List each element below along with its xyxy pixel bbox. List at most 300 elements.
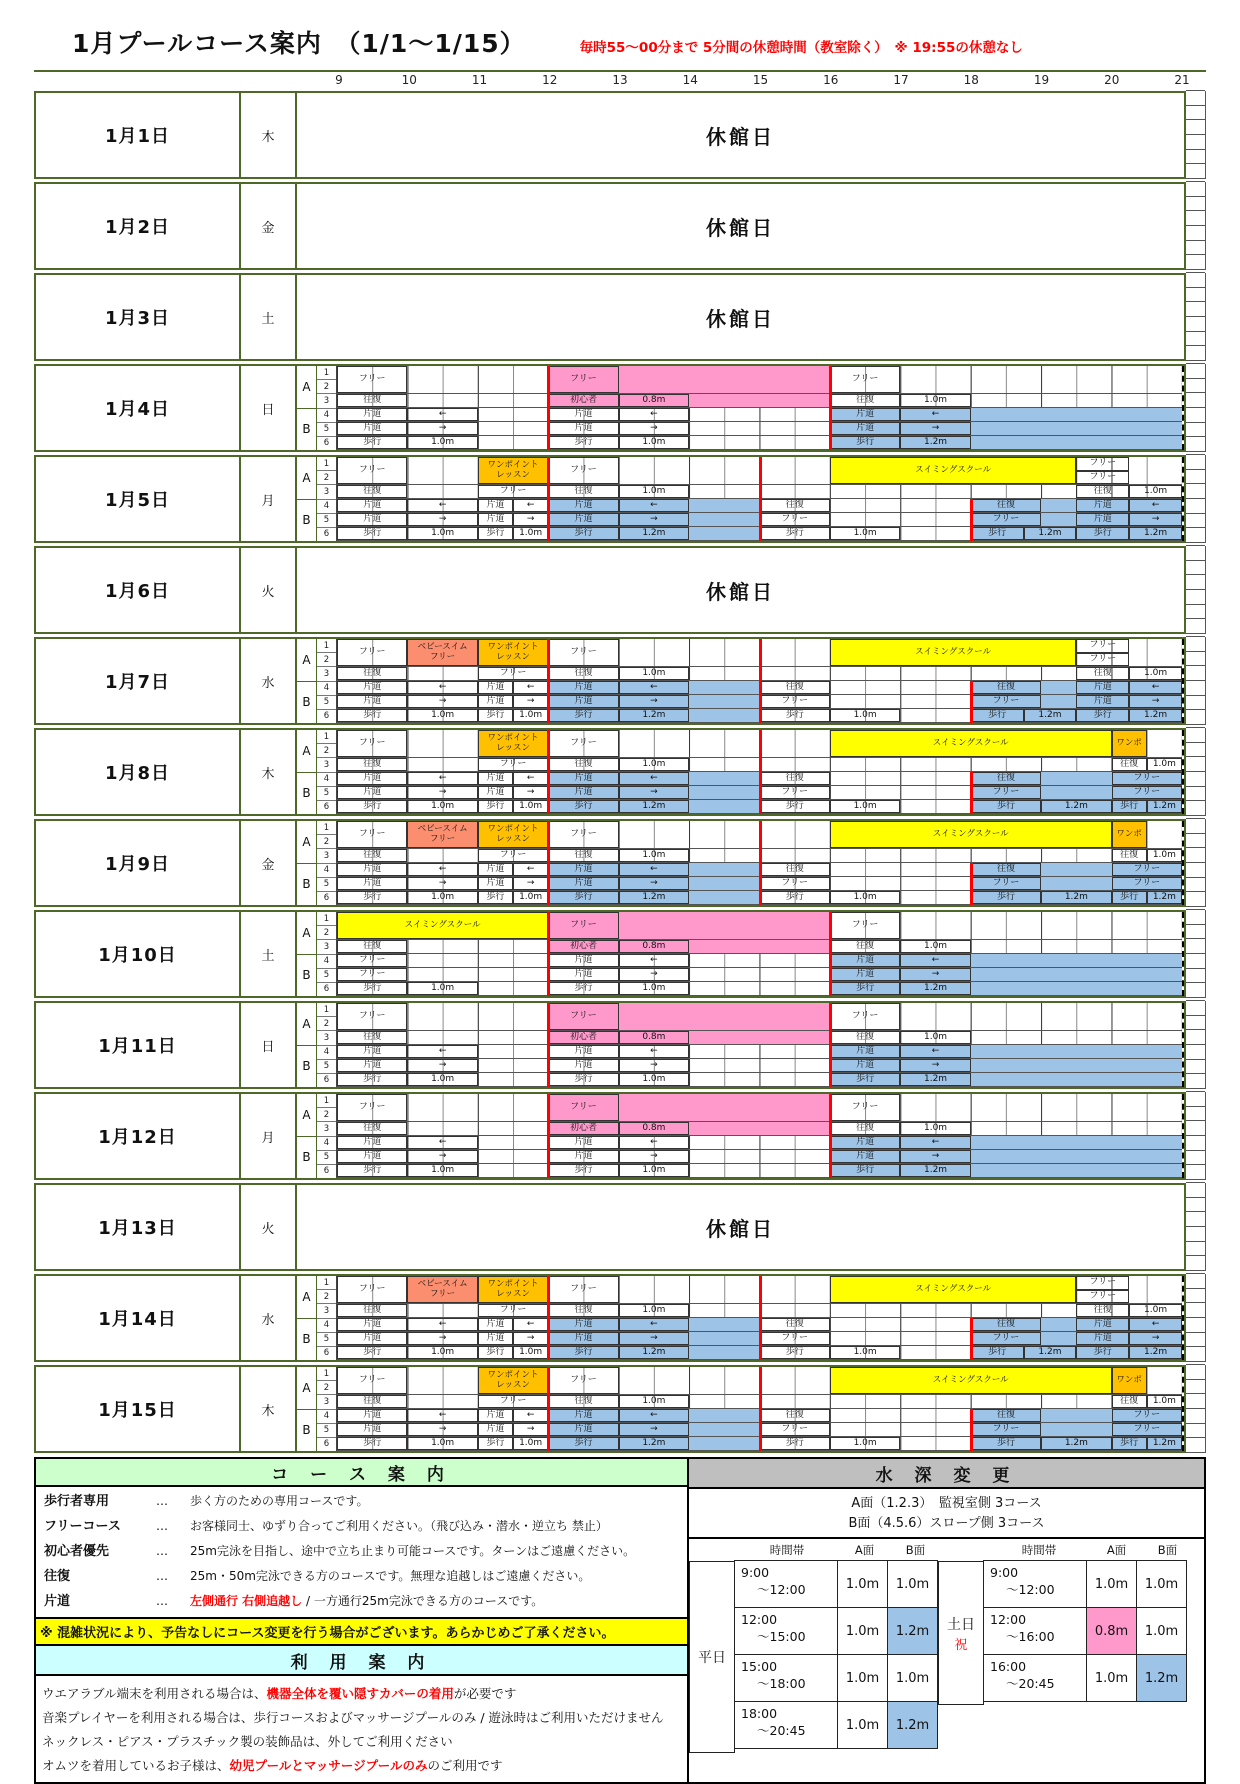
- course-label: 往復: [830, 1122, 900, 1135]
- schedule-grid: [337, 1367, 1184, 1451]
- course-label: 片道: [337, 513, 407, 526]
- after-hours-col: [1186, 364, 1206, 452]
- course-term: フリーコース: [44, 1519, 121, 1534]
- lane-group-b: B: [302, 786, 311, 801]
- after-hours-cell: [1186, 771, 1205, 787]
- course-label: フリー: [971, 786, 1041, 799]
- course-label: →: [513, 1332, 548, 1345]
- course-block-label: レッスン: [496, 469, 530, 480]
- course-block-label: レッスン: [496, 1379, 530, 1390]
- course-label: 歩行: [830, 1073, 900, 1086]
- course-block: [478, 1276, 548, 1303]
- course-label: フリー: [337, 1003, 407, 1030]
- course-label: フリー: [478, 1304, 548, 1317]
- lane-number: 1: [317, 912, 336, 926]
- course-label: 歩行: [478, 891, 513, 904]
- course-label: →: [407, 422, 477, 435]
- after-hours-cell: [1186, 651, 1205, 667]
- time-divider: [970, 1409, 973, 1451]
- course-label: 歩行: [1112, 800, 1147, 813]
- course-label: フリー: [830, 1003, 900, 1030]
- course-desc-seg: 左側通行 右側追越し: [190, 1594, 303, 1608]
- depth-b-value: 1.0m: [1136, 1607, 1187, 1655]
- after-hours-cell: [1186, 1364, 1205, 1380]
- time-label-16: 16: [823, 73, 839, 87]
- course-label: 片道: [830, 408, 900, 421]
- course-label: →: [619, 1059, 689, 1072]
- course-label: ←: [407, 408, 477, 421]
- usage-seg: オムツを着用しているお子様は、: [42, 1758, 230, 1773]
- day-date-cell: 1月5日: [36, 457, 241, 541]
- course-label: 往復: [548, 1395, 618, 1408]
- lane-group-a: A: [297, 457, 316, 500]
- course-label: 片道: [478, 681, 513, 694]
- course-label: 歩行: [971, 1437, 1041, 1450]
- day-dow-cell: 月: [241, 1094, 297, 1178]
- course-label: 往復: [337, 667, 407, 680]
- depth-subtitle-a: A面（1.2.3） 監視室側 3コース: [851, 1496, 1042, 1511]
- course-label: 歩行: [1112, 1437, 1147, 1450]
- after-hours-cell: [1186, 968, 1205, 984]
- time-label-10: 10: [401, 73, 417, 87]
- course-desc-seg: / 一方通行25m完泳できる方のコースです。: [302, 1594, 544, 1608]
- day-band-box: [34, 1274, 1186, 1362]
- course-label: 歩行: [337, 982, 407, 995]
- course-label: 1.0m: [619, 1395, 689, 1408]
- time-divider: [759, 639, 762, 723]
- course-label: 片道: [1076, 681, 1129, 694]
- depth-day-label: [689, 1561, 735, 1753]
- course-label: ←: [407, 681, 477, 694]
- course-label: フリー: [548, 1094, 618, 1121]
- course-label: 歩行: [548, 1164, 618, 1177]
- time-label-17: 17: [893, 73, 909, 87]
- course-label: フリー: [337, 639, 407, 666]
- after-hours-cell: [1186, 862, 1205, 878]
- course-label: 1.2m: [1024, 1346, 1077, 1359]
- course-block-label: ワンポイント: [487, 1279, 539, 1290]
- lane-number: 5: [317, 423, 336, 437]
- course-label: ←: [619, 954, 689, 967]
- time-divider: [547, 821, 550, 905]
- course-label: 片道: [1076, 499, 1129, 512]
- course-label: 1.0m: [407, 800, 477, 813]
- course-label: 歩行: [548, 1437, 618, 1450]
- day-dow-cell: 水: [241, 639, 297, 723]
- course-block: [830, 1276, 1076, 1303]
- course-label: 片道: [830, 1136, 900, 1149]
- course-label: →: [900, 1059, 970, 1072]
- day-dow-cell: 金: [241, 184, 297, 268]
- after-hours-col: [1186, 728, 1206, 816]
- time-divider: [970, 681, 973, 723]
- course-label: 1.0m: [830, 1437, 900, 1450]
- course-dots: …: [156, 1594, 168, 1608]
- course-label: ←: [407, 1409, 477, 1422]
- lane-group-b: B: [302, 695, 311, 710]
- lane-number: 5: [317, 969, 336, 983]
- course-label: ←: [513, 772, 548, 785]
- course-label: フリー: [337, 821, 407, 848]
- depth-row: [735, 1655, 938, 1702]
- time-divider: [829, 1003, 832, 1087]
- course-label: 片道: [548, 877, 618, 890]
- after-hours-col: [1186, 1183, 1206, 1271]
- lane-group-col: [297, 457, 317, 541]
- course-label: 往復: [337, 940, 407, 953]
- time-divider: [829, 1094, 832, 1178]
- course-block-label: スイミングスクール: [932, 737, 1009, 748]
- course-label: 歩行: [830, 1164, 900, 1177]
- course-label: フリー: [760, 1423, 830, 1436]
- lane-group-a: A: [297, 821, 316, 864]
- after-hours-cell: [1186, 1135, 1205, 1151]
- course-label: フリー: [760, 786, 830, 799]
- course-label: 往復: [760, 1318, 830, 1331]
- time-label-14: 14: [682, 73, 698, 87]
- lane-group-col: [297, 1003, 317, 1087]
- course-desc: [190, 1517, 679, 1534]
- after-hours-cell: [1186, 436, 1205, 452]
- course-label: 片道: [478, 1332, 513, 1345]
- time-divider: [829, 366, 832, 450]
- course-label: 1.2m: [1147, 891, 1182, 904]
- lane-number: 3: [317, 485, 336, 499]
- time-label-13: 13: [612, 73, 628, 87]
- depth-group: [938, 1561, 1187, 1776]
- day-band: [34, 728, 1206, 816]
- after-hours-cell: [1186, 1073, 1205, 1089]
- after-hours-cell: [1186, 225, 1205, 241]
- course-label: 歩行: [1076, 709, 1129, 722]
- course-label: 往復: [830, 1031, 900, 1044]
- course-label: ←: [900, 1045, 970, 1058]
- course-label: 歩行: [760, 527, 830, 540]
- course-label: 歩行: [548, 800, 618, 813]
- course-label: 歩行: [337, 709, 407, 722]
- lane-number: 4: [317, 773, 336, 787]
- lane-b6: [337, 436, 1182, 450]
- course-label: 往復: [1112, 1395, 1147, 1408]
- course-block-label: スイミングスクール: [404, 919, 481, 930]
- lane-number: 2: [317, 1381, 336, 1395]
- depth-a-value: 1.0m: [837, 1560, 888, 1608]
- lane-number: 2: [317, 471, 336, 485]
- after-hours-col: [1186, 546, 1206, 634]
- course-label: 歩行: [337, 1437, 407, 1450]
- course-label: 歩行: [478, 527, 513, 540]
- course-label: 片道: [478, 786, 513, 799]
- course-label: 歩行: [760, 709, 830, 722]
- after-hours-cell: [1186, 407, 1205, 423]
- course-label: ←: [513, 1318, 548, 1331]
- course-label: フリー: [478, 667, 548, 680]
- course-label: 片道: [548, 1409, 618, 1422]
- day-dow-cell: 火: [241, 548, 297, 632]
- course-label: →: [1129, 695, 1182, 708]
- course-label: 片道: [548, 863, 618, 876]
- day-dow-cell: 土: [241, 275, 297, 359]
- time-divider: [547, 1367, 550, 1451]
- after-hours-cell: [1186, 527, 1205, 543]
- lane-number: 4: [317, 1319, 336, 1333]
- course-label: フリー: [548, 1367, 618, 1394]
- course-block: [830, 457, 1076, 484]
- course-label: 往復: [760, 863, 830, 876]
- course-label: フリー: [548, 639, 618, 666]
- course-term: 初心者優先: [44, 1544, 110, 1559]
- course-label: ←: [619, 499, 689, 512]
- course-label: フリー: [1076, 1290, 1129, 1304]
- after-hours-cell: [1186, 240, 1205, 256]
- course-label: フリー: [1112, 786, 1182, 799]
- day-band: [34, 819, 1206, 907]
- after-hours-cell: [1186, 709, 1205, 725]
- course-label: 往復: [1076, 485, 1129, 498]
- after-hours-cell: [1186, 163, 1205, 179]
- lane-number-col: [317, 1367, 337, 1451]
- course-label: →: [900, 422, 970, 435]
- time-divider: [759, 821, 762, 905]
- course-label: 往復: [1076, 1304, 1129, 1317]
- day-band-box: [34, 1001, 1186, 1089]
- lane-group-b: B: [302, 422, 311, 437]
- course-label: 片道: [337, 681, 407, 694]
- depth-time-line2: ～15:00: [757, 1629, 806, 1644]
- course-label: 1.0m: [513, 891, 548, 904]
- schedule-grid: [337, 912, 1184, 996]
- day-band: [34, 1365, 1206, 1453]
- course-block-label: レッスン: [496, 833, 530, 844]
- course-label: 初心者: [548, 394, 618, 407]
- lane-group-col: [297, 912, 317, 996]
- after-hours-cell: [1186, 953, 1205, 969]
- course-block-label: スイミングスクール: [932, 828, 1009, 839]
- course-label: 1.0m: [407, 982, 477, 995]
- course-label: 1.2m: [900, 1164, 970, 1177]
- course-label: 片道: [337, 408, 407, 421]
- course-label: 片道: [830, 1059, 900, 1072]
- course-label: 1.2m: [619, 1437, 689, 1450]
- after-hours-cell: [1186, 727, 1205, 743]
- course-label: 片道: [478, 499, 513, 512]
- course-label: 片道: [478, 863, 513, 876]
- course-dots: …: [156, 1569, 168, 1583]
- course-block: [407, 1276, 477, 1303]
- course-label: 片道: [337, 877, 407, 890]
- lane-number: 1: [317, 1094, 336, 1108]
- course-label: 1.0m: [619, 1073, 689, 1086]
- lane-number: 2: [317, 835, 336, 849]
- course-label: →: [619, 422, 689, 435]
- course-label: 1.2m: [619, 800, 689, 813]
- course-label: 片道: [830, 422, 900, 435]
- after-hours-cell: [1186, 1044, 1205, 1060]
- course-block-label: ワンポイント: [487, 460, 539, 471]
- time-divider: [759, 1276, 762, 1360]
- course-label: 1.0m: [1129, 485, 1182, 498]
- depth-time-cell: [983, 1607, 1087, 1655]
- course-label: →: [1129, 1332, 1182, 1345]
- course-label: フリー: [548, 821, 618, 848]
- course-label: フリー: [1076, 639, 1129, 653]
- course-label: 1.0m: [513, 1437, 548, 1450]
- after-hours-cell: [1186, 363, 1205, 379]
- course-block-label: ワンポイント: [487, 1370, 539, 1381]
- day-band: [34, 364, 1206, 452]
- course-label: 往復: [337, 1304, 407, 1317]
- course-label: フリー: [971, 1332, 1041, 1345]
- day-date-cell: 1月9日: [36, 821, 241, 905]
- course-label: 歩行: [548, 709, 618, 722]
- break-time-note: 毎時55～00分まで 5分間の休憩時間（教室除く） ※ 19:55の休憩なし: [579, 40, 1023, 56]
- course-label: 片道: [830, 968, 900, 981]
- day-band-box: [34, 364, 1186, 452]
- course-term: 歩行者専用: [44, 1494, 110, 1509]
- course-block: [337, 912, 548, 939]
- depth-header-a: A面: [854, 1543, 875, 1557]
- course-label: フリー: [760, 695, 830, 708]
- after-hours-cell: [1186, 1423, 1205, 1439]
- course-label: 片道: [478, 1409, 513, 1422]
- course-label: 1.0m: [407, 1073, 477, 1086]
- course-guide-item: [36, 1590, 687, 1615]
- course-block-label: スイミングスクール: [915, 1283, 992, 1294]
- course-guide-item: [36, 1540, 687, 1565]
- course-label: 往復: [971, 772, 1041, 785]
- time-divider: [759, 457, 762, 541]
- course-block-label: ワンポ: [1116, 1374, 1142, 1385]
- day-date-cell: 1月3日: [36, 275, 241, 359]
- course-label: →: [513, 877, 548, 890]
- depth-subtitle-b: B面（4.5.6）スロープ側 3コース: [848, 1515, 1045, 1531]
- lane-group-a: A: [297, 1003, 316, 1046]
- lane-number: 3: [317, 758, 336, 772]
- course-label: →: [619, 786, 689, 799]
- course-label: フリー: [337, 954, 407, 967]
- after-hours-cell: [1186, 618, 1205, 634]
- depth-time-line1: 18:00: [741, 1706, 778, 1721]
- usage-seg: 音楽プレイヤーを利用される場合は、歩行コースおよびマッサージプールのみ / 遊泳時はご利用いただけません: [42, 1710, 664, 1725]
- course-label: フリー: [971, 1423, 1041, 1436]
- course-label: 歩行: [478, 709, 513, 722]
- after-hours-cell: [1186, 1408, 1205, 1424]
- after-hours-cell: [1186, 1029, 1205, 1045]
- course-label: 往復: [1076, 667, 1129, 680]
- course-label: 片道: [337, 1059, 407, 1072]
- time-axis: [335, 72, 1190, 88]
- day-band: [34, 455, 1206, 543]
- day-date-cell: 1月2日: [36, 184, 241, 268]
- lane-group-col: [297, 1276, 317, 1360]
- course-label: フリー: [337, 730, 407, 757]
- course-label: 片道: [478, 772, 513, 785]
- after-hours-cell: [1186, 847, 1205, 863]
- course-label: 1.0m: [830, 800, 900, 813]
- lane-number-col: [317, 366, 337, 450]
- day-band: [34, 637, 1206, 725]
- course-label: 片道: [548, 695, 618, 708]
- lane-number: 2: [317, 926, 336, 940]
- lane-number: 1: [317, 1276, 336, 1290]
- depth-time-line2: ～16:00: [1006, 1629, 1055, 1644]
- after-hours-cell: [1186, 982, 1205, 998]
- schedule-grid: [337, 366, 1184, 450]
- course-label: 往復: [760, 1409, 830, 1422]
- course-label: ←: [513, 499, 548, 512]
- course-desc-seg: 25m完泳を目指し、途中で立ち止まり可能コースです。ターンはご遠慮ください。: [190, 1544, 636, 1558]
- lane-group-col: [297, 366, 317, 450]
- time-divider: [547, 1003, 550, 1087]
- time-axis-row: [34, 70, 1206, 88]
- course-label: 歩行: [337, 527, 407, 540]
- depth-b-value: 1.0m: [1136, 1560, 1187, 1608]
- course-label: 歩行: [548, 982, 618, 995]
- lane-number-col: [317, 912, 337, 996]
- after-hours-cell: [1186, 1437, 1205, 1453]
- course-label: ←: [407, 499, 477, 512]
- course-label: 1.0m: [1129, 667, 1182, 680]
- course-label: 1.0m: [830, 1346, 900, 1359]
- lane-group-b: B: [302, 1423, 311, 1438]
- course-block-label: ワンポイント: [487, 824, 539, 835]
- course-label: 往復: [830, 394, 900, 407]
- depth-time-line1: 12:00: [741, 1612, 778, 1627]
- course-desc-seg: お客様同士、ゆずり合ってご利用ください。（飛び込み・潜水・逆立ち 禁止）: [190, 1519, 608, 1533]
- course-guide-item: [36, 1515, 687, 1540]
- depth-a-value: 1.0m: [837, 1607, 888, 1655]
- course-label: ←: [1129, 499, 1182, 512]
- usage-guide-line: [42, 1729, 681, 1753]
- after-hours-cell: [1186, 909, 1205, 925]
- course-label: →: [407, 786, 477, 799]
- lane-group-b: B: [302, 877, 311, 892]
- course-label: 往復: [337, 758, 407, 771]
- course-label: 往復: [760, 772, 830, 785]
- course-block-label: ベビースイム: [417, 1279, 468, 1290]
- after-hours-cell: [1186, 287, 1205, 303]
- lane-number-col: [317, 821, 337, 905]
- after-hours-cell: [1186, 1164, 1205, 1180]
- after-hours-cell: [1186, 378, 1205, 394]
- course-label: 1.2m: [1041, 891, 1111, 904]
- course-block: [1112, 1367, 1147, 1394]
- course-label: 1.2m: [1024, 527, 1077, 540]
- course-label: 片道: [478, 1318, 513, 1331]
- course-label: 往復: [760, 681, 830, 694]
- after-hours-cell: [1186, 695, 1205, 711]
- course-label: 片道: [830, 1150, 900, 1163]
- course-label: →: [407, 695, 477, 708]
- after-hours-cell: [1186, 331, 1205, 347]
- course-label: 1.0m: [513, 1346, 548, 1359]
- day-band: [34, 1183, 1206, 1271]
- course-label: 1.0m: [1129, 1304, 1182, 1317]
- lane-a3: [337, 1122, 1182, 1136]
- depth-time-cell: [734, 1654, 838, 1702]
- after-hours-cell: [1186, 254, 1205, 270]
- depth-time-line2: ～20:45: [1006, 1676, 1055, 1691]
- depth-time-line1: 9:00: [990, 1565, 1019, 1580]
- course-label: ←: [1129, 681, 1182, 694]
- time-label-19: 19: [1033, 73, 1050, 87]
- time-divider: [547, 730, 550, 814]
- time-divider: [547, 912, 550, 996]
- lane-number: 5: [317, 696, 336, 710]
- lane-number: 5: [317, 787, 336, 801]
- lane-number: 4: [317, 1046, 336, 1060]
- lane-a12: [337, 912, 1182, 940]
